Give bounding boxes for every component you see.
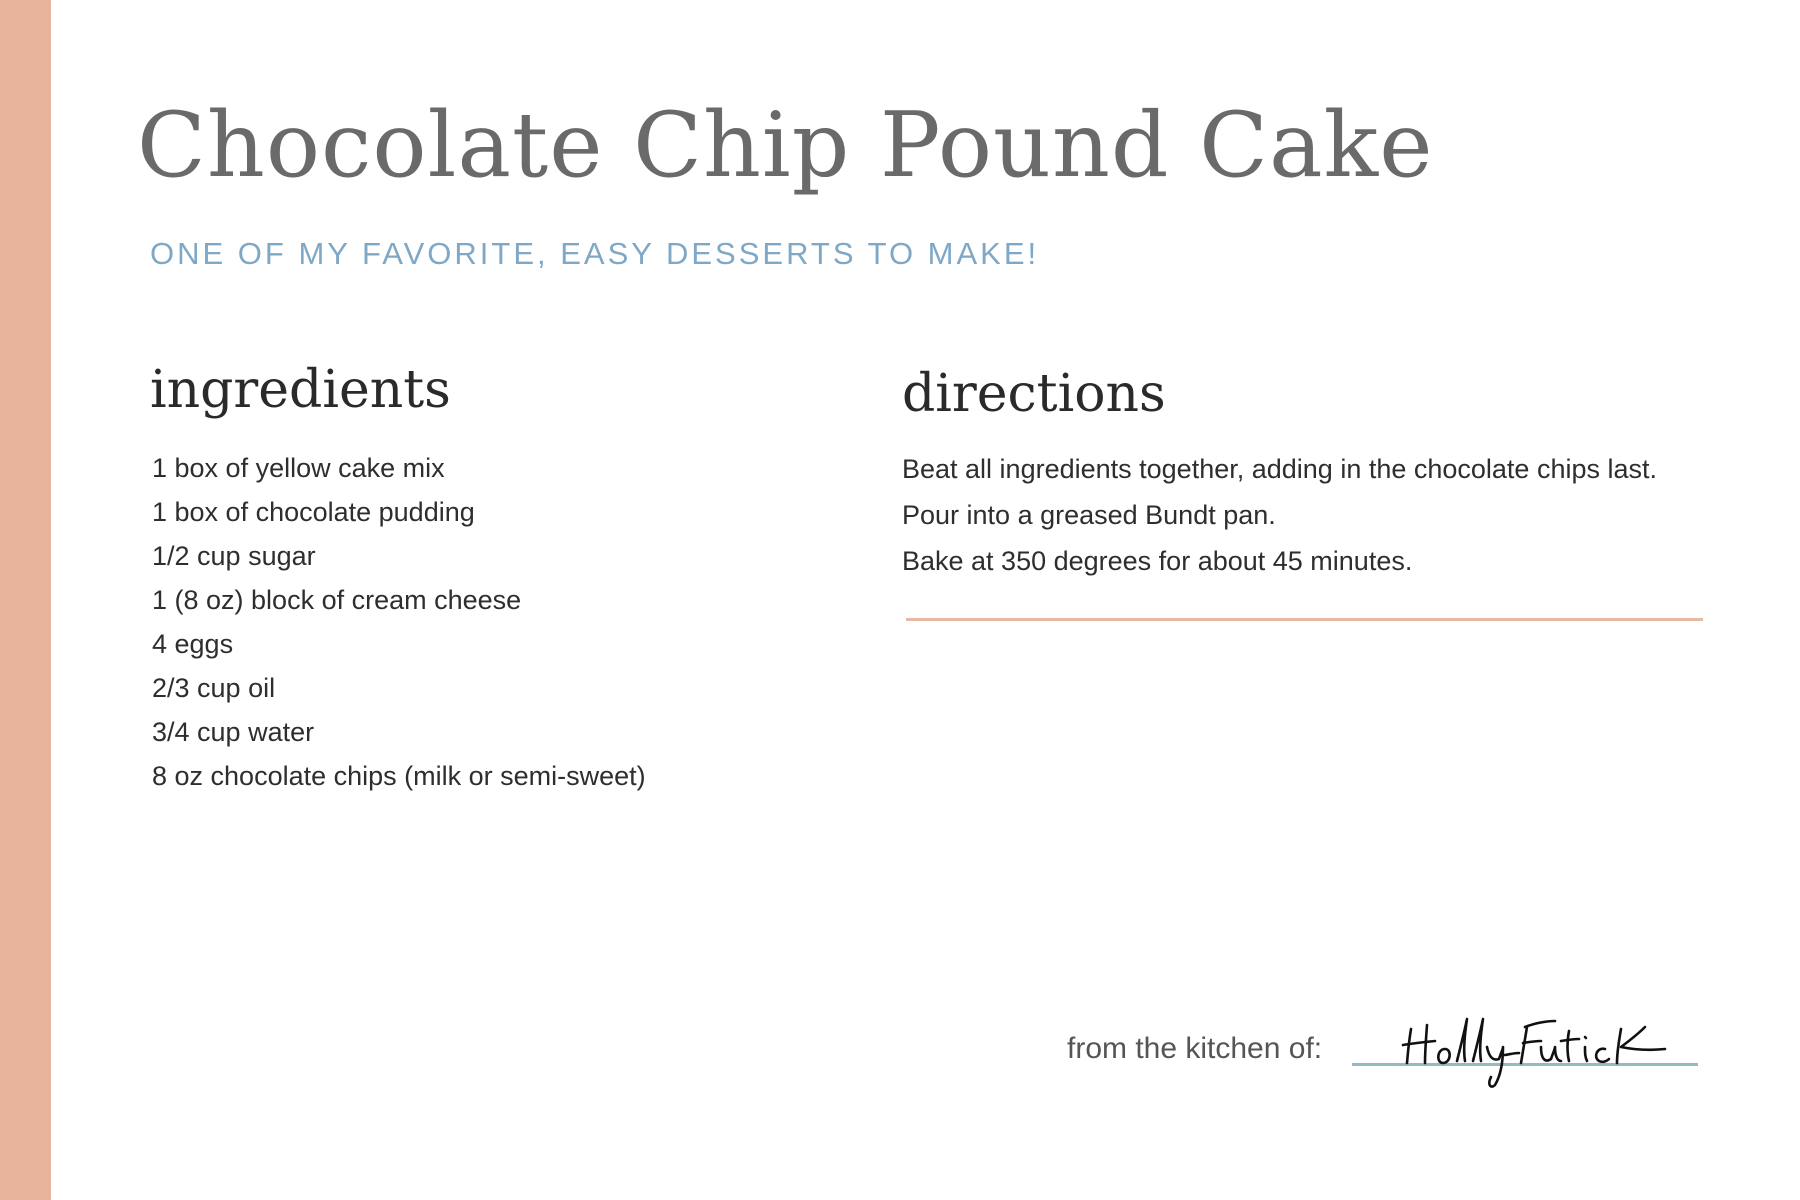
ingredients-heading: ingredients [150,360,451,420]
directions-list [902,446,1657,584]
accent-side-bar [0,0,51,1200]
directions-heading: directions [902,364,1166,424]
recipe-subtitle: ONE OF MY FAVORITE, EASY DESSERTS TO MAKE! [150,236,1040,271]
ingredient-item: 1 (8 oz) block of cream cheese [152,585,522,615]
ingredients-list [152,446,646,798]
direction-step: Pour into a greased Bundt pan. [902,500,1276,530]
direction-step: Bake at 350 degrees for about 45 minutes. [902,546,1413,576]
ingredient-item: 1 box of chocolate pudding [152,497,475,527]
directions-divider [906,618,1703,621]
ingredient-item: 1 box of yellow cake mix [152,453,445,483]
ingredient-item: 1/2 cup sugar [152,541,316,571]
recipe-title: Chocolate Chip Pound Cake [137,93,1434,198]
ingredient-item: 2/3 cup oil [152,673,276,703]
handwritten-signature [1395,1005,1675,1090]
from-kitchen-label: from the kitchen of: [1067,1032,1323,1065]
ingredient-item: 8 oz chocolate chips (milk or semi-sweet) [152,761,646,791]
ingredient-item: 3/4 cup water [152,717,315,747]
direction-step: Beat all ingredients together, adding in the chocolate chips last. [902,454,1657,484]
ingredient-item: 4 eggs [152,629,234,659]
